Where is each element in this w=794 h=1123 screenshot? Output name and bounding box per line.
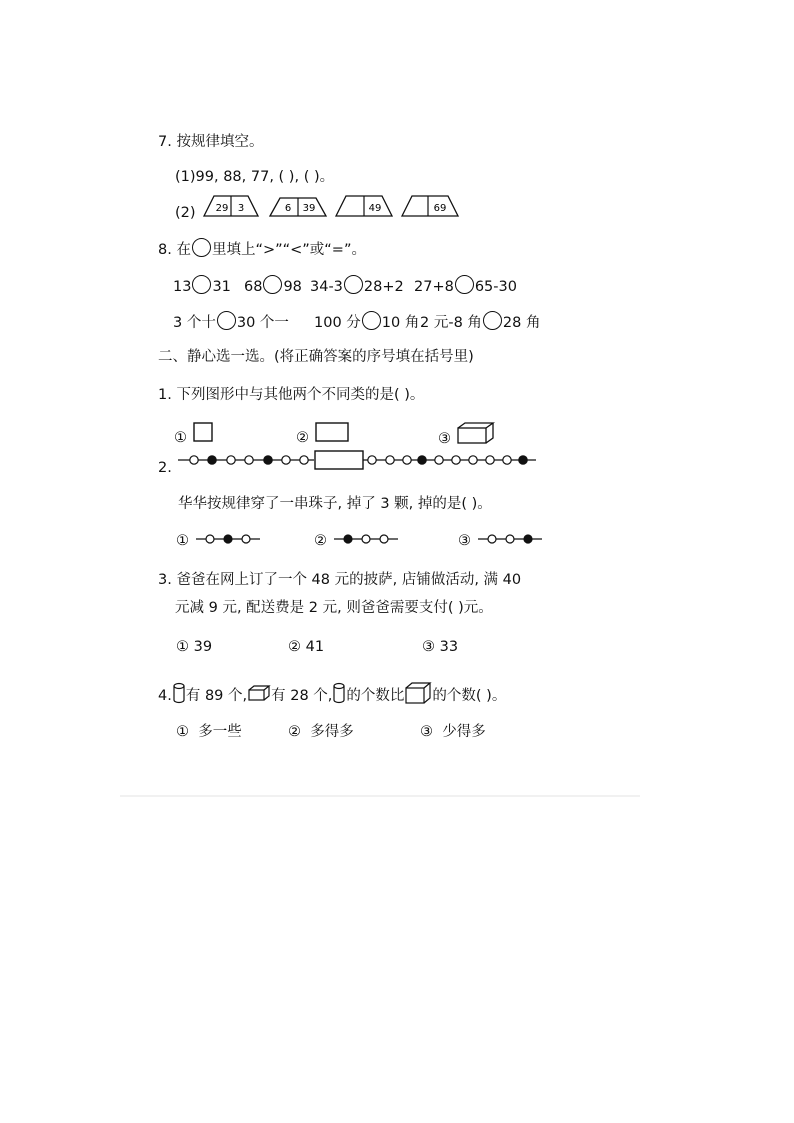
q7-sub2-label: (2) [175,205,196,221]
option-value: 39 [193,639,213,655]
q7-title: 7. 按规律填空。 [158,134,264,150]
s2-q2-text: 华华按规律穿了一串珠子, 掉了 3 颗, 掉的是( )。 [178,496,492,512]
option-number: ② [296,430,309,446]
q8-row2-item-1 [173,311,289,333]
compare-right: 30 个一 [236,315,289,331]
q7-sub1: (1)99, 88, 77, ( ), ( )。 [175,169,335,185]
s2-q2-option-2[interactable] [314,531,402,551]
hidden-beads-box [315,451,363,469]
trapezoid-3 [336,196,392,216]
cylinder-icon [172,682,186,704]
option-value: 多得多 [310,724,354,740]
cuboid-icon [247,684,271,702]
compare-right: 65-30 [474,279,517,295]
compare-left: 100 分 [314,315,361,331]
q4-part2: 有 28 个, [271,688,333,704]
q4-part3: 的个数比 [346,688,405,704]
scan-edge-divider [120,795,640,797]
answer-circle[interactable] [344,275,363,294]
rectangle-icon [314,421,350,443]
s2-q4-text [158,681,506,706]
s2-q1-option-2[interactable] [296,421,350,448]
option-value: 33 [439,639,459,655]
compare-circle-icon [192,238,211,257]
trapezoid-1-right: 3 [237,203,245,214]
bead-option-2-icon [332,531,402,547]
compare-left: 27+8 [414,279,454,295]
answer-circle[interactable] [455,275,474,294]
q8-row1-item-2 [244,275,302,297]
s2-q2-option-3[interactable] [458,531,546,551]
q8-row1-item-4 [414,275,517,297]
s2-q3-line2: 元减 9 元, 配送费是 2 元, 则爸爸需要支付( )元。 [175,600,493,616]
s2-q2-label: 2. [158,460,172,476]
square-icon [192,421,216,443]
option-value: 少得多 [442,724,486,740]
q8-row2-item-3 [420,311,540,333]
q8-row1-item-1 [173,275,231,297]
compare-left: 34-3 [310,279,343,295]
option-number: ① [176,639,189,655]
q8-title-pre: 8. 在 [158,242,191,258]
option-number: ① [176,724,189,740]
s2-q4-option-3[interactable] [420,722,486,742]
compare-right: 28+2 [363,279,404,295]
bead-option-1-icon [194,531,264,547]
section2-title: 二、静心选一选。(将正确答案的序号填在括号里) [158,349,474,365]
option-number: ③ [438,431,451,447]
option-value: 多一些 [198,724,242,740]
compare-right: 98 [283,279,302,295]
compare-right: 28 角 [502,315,541,331]
q4-part4: 的个数( )。 [432,688,507,704]
q8-row2-item-2 [314,311,419,333]
s2-q3-line1: 3. 爸爸在网上订了一个 48 元的披萨, 店铺做活动, 满 40 [158,572,522,588]
s2-q1-text: 1. 下列图形中与其他两个不同类的是( )。 [158,387,425,403]
compare-left: 13 [173,279,192,295]
option-number: ③ [422,639,435,655]
cube-icon [404,681,432,705]
option-number: ② [314,533,327,549]
cylinder-icon [332,682,346,704]
compare-left: 68 [244,279,263,295]
s2-q1-option-3[interactable] [438,421,496,449]
trapezoid-2-left: 6 [284,203,292,214]
s2-q1-option-1[interactable] [174,421,216,448]
trapezoid-1 [204,196,258,216]
q4-number: 4. [158,688,172,704]
compare-left: 3 个十 [173,315,216,331]
answer-circle[interactable] [483,311,502,330]
bead-option-3-icon [476,531,546,547]
q8-title-post: 里填上“>”“<”或“=”。 [211,242,366,258]
trapezoid-2-right: 39 [302,203,316,214]
s2-q4-option-1[interactable] [176,722,242,742]
answer-circle[interactable] [217,311,236,330]
q7-trapezoid-sequence [200,192,500,222]
s2-q2-option-1[interactable] [176,531,264,551]
s2-q3-option-2[interactable] [288,637,324,657]
trapezoid-4-right: 69 [433,203,447,214]
s2-q3-option-3[interactable] [422,637,458,657]
compare-right: 10 角 [381,315,420,331]
answer-circle[interactable] [362,311,381,330]
option-number: ③ [420,724,433,740]
trapezoid-2 [270,198,326,216]
option-number: ③ [458,533,471,549]
option-number: ② [288,724,301,740]
option-number: ① [176,533,189,549]
cuboid-icon [456,421,496,445]
option-number: ① [174,430,187,446]
bead-string [176,448,546,472]
compare-left: 2 元-8 角 [420,315,482,331]
option-number: ② [288,639,301,655]
q4-part1: 有 89 个, [185,688,248,704]
trapezoid-1-left: 29 [215,203,229,214]
trapezoid-4 [402,196,458,216]
answer-circle[interactable] [263,275,282,294]
s2-q4-option-2[interactable] [288,722,354,742]
trapezoid-3-right: 49 [368,203,382,214]
compare-right: 31 [212,279,231,295]
s2-q3-option-1[interactable] [176,637,212,657]
answer-circle[interactable] [192,275,211,294]
q8-row1-item-3 [310,275,404,297]
option-value: 41 [305,639,325,655]
q8-title [158,238,366,260]
